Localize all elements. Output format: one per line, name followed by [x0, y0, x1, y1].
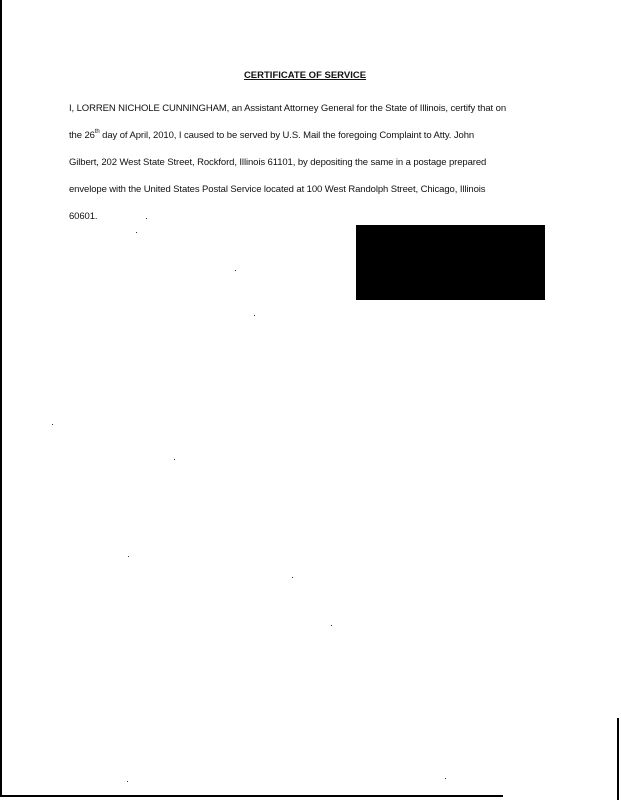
paragraph-line-2 [69, 122, 549, 149]
scan-speck [127, 781, 128, 782]
scan-speck [254, 315, 255, 316]
document-title: CERTIFICATE OF SERVICE [243, 70, 367, 81]
scan-speck [146, 218, 147, 219]
certification-paragraph [69, 95, 549, 230]
scan-speck [128, 556, 129, 557]
line2-before: the 26 [69, 130, 95, 141]
scan-speck [52, 424, 53, 425]
scan-speck [445, 778, 446, 779]
redaction-block [356, 225, 545, 300]
scan-speck [331, 625, 332, 626]
scan-speck [136, 232, 137, 233]
ordinal-superscript: th [94, 129, 100, 135]
paragraph-line-5: 60601. [69, 211, 98, 222]
scan-bottom-border [0, 795, 503, 797]
scan-speck [174, 459, 175, 460]
scan-speck [235, 270, 236, 271]
scan-left-border [0, 0, 2, 797]
paragraph-line-4: envelope with the United States Postal Service located at 100 West Randolph Street, Chicago, Illinois [69, 184, 486, 195]
scan-right-border [617, 718, 619, 800]
paragraph-line-3: Gilbert, 202 West State Street, Rockford, Illinois 61101, by depositing the same in a postage prepared [69, 157, 487, 168]
line2-after: day of April, 2010, I caused to be served by U.S. Mail the foregoing Complaint to Atty. John [99, 130, 475, 141]
paragraph-line-1: I, LORREN NICHOLE CUNNINGHAM, an Assistant Attorney General for the State of Illinois, certify that on [69, 103, 506, 114]
scan-speck [292, 577, 293, 578]
